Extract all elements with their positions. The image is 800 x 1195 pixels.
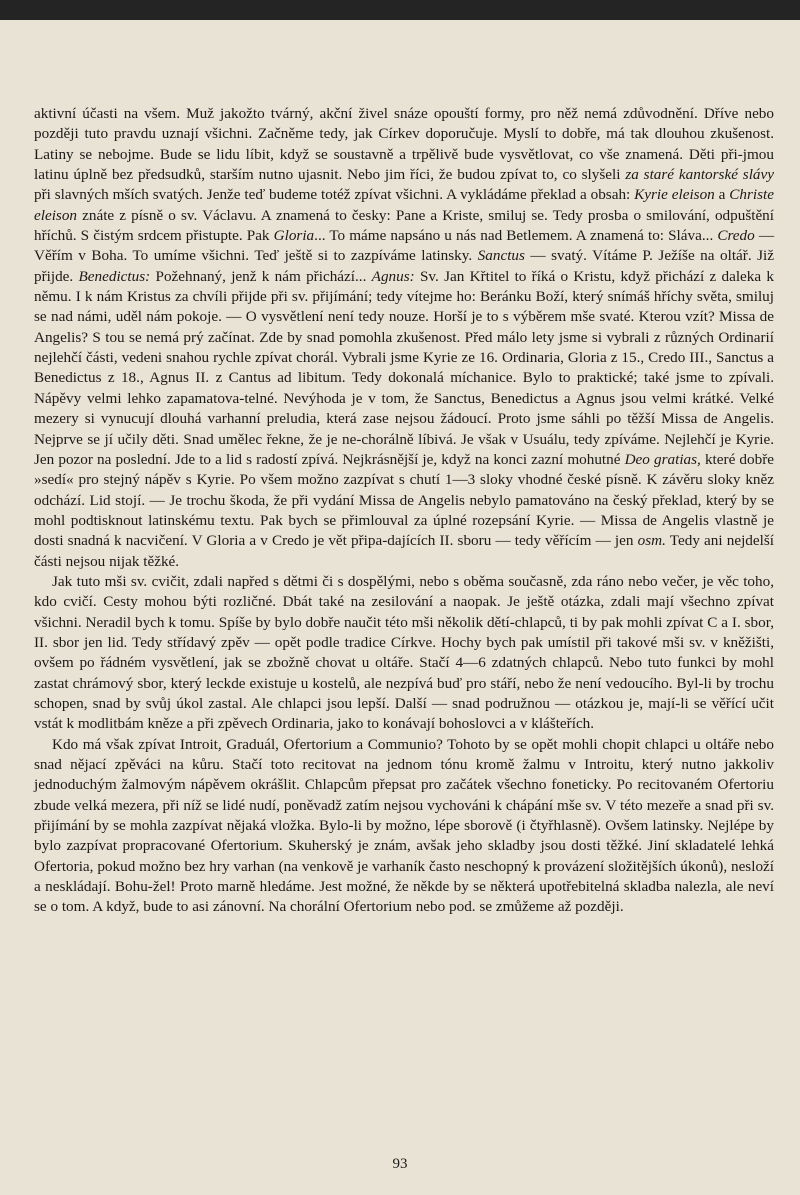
paragraph — [34, 735, 774, 918]
italic-term: Deo gratias, — [624, 450, 701, 468]
italic-term: Agnus: — [371, 267, 415, 285]
italic-term: osm. — [637, 532, 666, 550]
text-run: aktivní účasti na všem. Muž jakožto tvárný, akční živel snáze opouští formy, pro něž nemá zdůvodnění. Dříve nebo později tuto pravdu uznají všichni. Začněme tedy, jak Církev doporučuje. Myslí to dobře, má tak dlouhou zkušenost. Latiny se nebojme. Bude se lidu líbit, když se soustavně a trpělivě bude vysvětlovat, co vše znamená. Děti při-jmou latinu úplně bez předsudků, starším nutno ujasnit. Nebo jim říci, že budou zpívat to, co slyšeli — [34, 105, 774, 184]
text-run: — svatý. Vítáme P. Ježíše na oltář. Již přijde. — [34, 247, 774, 285]
italic-term: Credo — [717, 227, 755, 245]
text-run: Požehnaný, jenž k nám přichází... — [150, 267, 372, 285]
italic-term: Gloria — [273, 227, 315, 245]
text-run: při slavných mších svatých. Jenže teď budeme totéž zpívat všichni. A vykládáme překlad a obsah: — [34, 186, 635, 204]
text-run: — Věřím v Boha. To umíme všichni. Teď ještě si to zazpíváme latinsky. — [34, 227, 775, 265]
text-run: a — [714, 186, 730, 204]
page-number: 93 — [392, 1156, 408, 1172]
italic-term: Benedictus: — [78, 267, 151, 285]
text-run: Tedy ani nejdelší části nejsou nijak těžké. — [34, 532, 774, 570]
text-run: Sv. Jan Křtitel to říká o Kristu, když přichází z daleka k němu. I k nám Kristus za chvíli přijde při sv. přijímání; tedy vítejme ho: Beránku Boží, který snímáš hříchy světa, smiluj se nad námi, uděl nám pokoje. — O vysvětlení není tedy nouze. Horší je to s výběrem mše svaté. Kterou vzít? Missa de Angelis? S tou se nemá prý začínat. Zde by snad pomohla zkušenost. Před málo lety jsme si vybrali z různých Ordinarií nejlehčí části, vedeni snahou rychle zpívat chorál. Vybrali jsme Kyrie ze 16. Ordinaria, Gloria z 15., Credo III., Sanctus a Benedictus z 18., Agnus II. z Cantus ad libitum. Tedy dokonalá míchanice. Bylo to praktické; také jsme to zpívali. Nápěvy velmi lehko zapamatova-telné. Nevýhoda je v tom, že Sanctus, Benedictus a Agnus jsou velmi krátké. Velké mezery si vynucují dlouhá varhanní preludia, která zase nejsou žádoucí. Proto jsme sáhli po těžší Missa de Angelis. Nejprve se jí učily děti. Snad umělec řekne, že je ne-chorálně líbivá. Je však v Usuálu, tedy zpíváme. Nejlehčí je Kyrie. Jen pozor na poslední. Jde to a lid s radostí zpívá. Nejkrásnější je, když na konci zazní mohutné — [34, 267, 774, 468]
scan-edge-bar — [0, 0, 800, 20]
text-run: ... To máme napsáno u nás nad Betlemem. A znamená to: Sláva... — [314, 227, 718, 245]
italic-term: Kyrie eleison — [634, 186, 715, 204]
italic-term: Christe eleison — [34, 186, 774, 224]
italic-term: Sanctus — [477, 247, 525, 265]
paragraph — [34, 104, 774, 572]
text-run: Kdo má však zpívat Introit, Graduál, Ofertorium a Communio? Tohoto by se opět mohli chopit chlapci u oltáře nebo snad nějací zpěváci na kůru. Stačí toto recitovat na jednom tónu kromě žalmu v Introitu, který nutno jakkoliv jednoduchým žalmovým nápěvem okrášlit. Chlapcům přepsat pro začátek všechno foneticky. Po recitovaném Ofertoriu zbude velká mezera, při níž se lidé nudí, poněvadž zatím nejsou vychováni k chápání mše sv. V této mezeře a snad při sv. přijímání by se mohla zazpívat nějaká vložka. Bylo-li by možno, lépe sborově (i čtyřhlasně). Ovšem latinsky. Nejlépe by bylo zazpívat propracované Ofertorium. Skuherský je znám, avšak jeho skladby jsou dosti těžké. Jiní skladatelé lehká Ofertoria, pokud možno bez hry varhan (na venkově je varhaník často neschopný k provázení složitějších úkonů), nesloží a neskládají. Bohu-žel! Proto marně hledáme. Jest možné, že někde by se některá upotřebitelná skladba nalezla, ale neví se o tom. A když, bude to asi zánovní. Na chorální Ofertorium nebo pod. se zmůžeme až později. — [34, 735, 774, 916]
text-run: znáte z písně o sv. Václavu. A znamená to česky: Pane a Kriste, smiluj se. Tedy prosba o smilování, odpuštění hříchů. S čistým srdcem přistupte. Pak — [34, 206, 774, 245]
italic-term: za staré kantorské slávy — [625, 166, 774, 184]
text-run: které dobře »sedí« pro stejný nápěv s Kyrie. Po všem možno zazpívat s chutí 1—3 sloky vhodné české písně. K závěru sloky kněz odchází. Lid stojí. — Je trochu škoda, že při vydání Missa de Angelis nebylo pamatováno na český překlad, který by se mohl podtisknout latinskému textu. Pak bych se přimlouval za úplné rozepsání Kyrie. — Missa de Angelis vlastně je dosti snadná k nacvičení. V Gloria a v Credo je vět připa-dajících II. sboru — tedy věřícím — jen — [34, 450, 774, 550]
paragraph — [34, 572, 774, 735]
page-body — [34, 104, 774, 918]
text-run: Jak tuto mši sv. cvičit, zdali napřed s dětmi či s dospělými, nebo s oběma současně, zda ráno nebo večer, je věc toho, kdo cvičí. Cesty mohou býti rozličné. Dbát také na zesilování a naopak. Je ještě otázka, zdali mají všechno zpívat všichni. Neradil bych k tomu. Spíše by bylo dobře naučit této mši několik dětí-chlapců, ti by pak mohli zpívat C a I. sbor, II. sbor jen lid. Tedy střídavý zpěv — opět podle tradice Církve. Hochy bych pak umístil při takové mši sv. v kněžišti, ovšem po řádném vysvětlení, jak se zbožně chovat u oltáře. Stačí 4—6 zdatných chlapců. Nebo tuto funkci by mohl zastat chrámový sbor, který leckde existuje u kostelů, ale nezpívá buď pro stáří, nebo že není vedoucího. Byl-li by trochu schopen, snad by svůj úkol zastal. Ale chlapci jsou lepší. Další — snad podružnou — otázkou je, mají-li se věřící učit vstát k modlitbám kněze a při zpěvech Ordinaria, jako to konávají bohoslovci a v klášteřích. — [34, 572, 774, 733]
